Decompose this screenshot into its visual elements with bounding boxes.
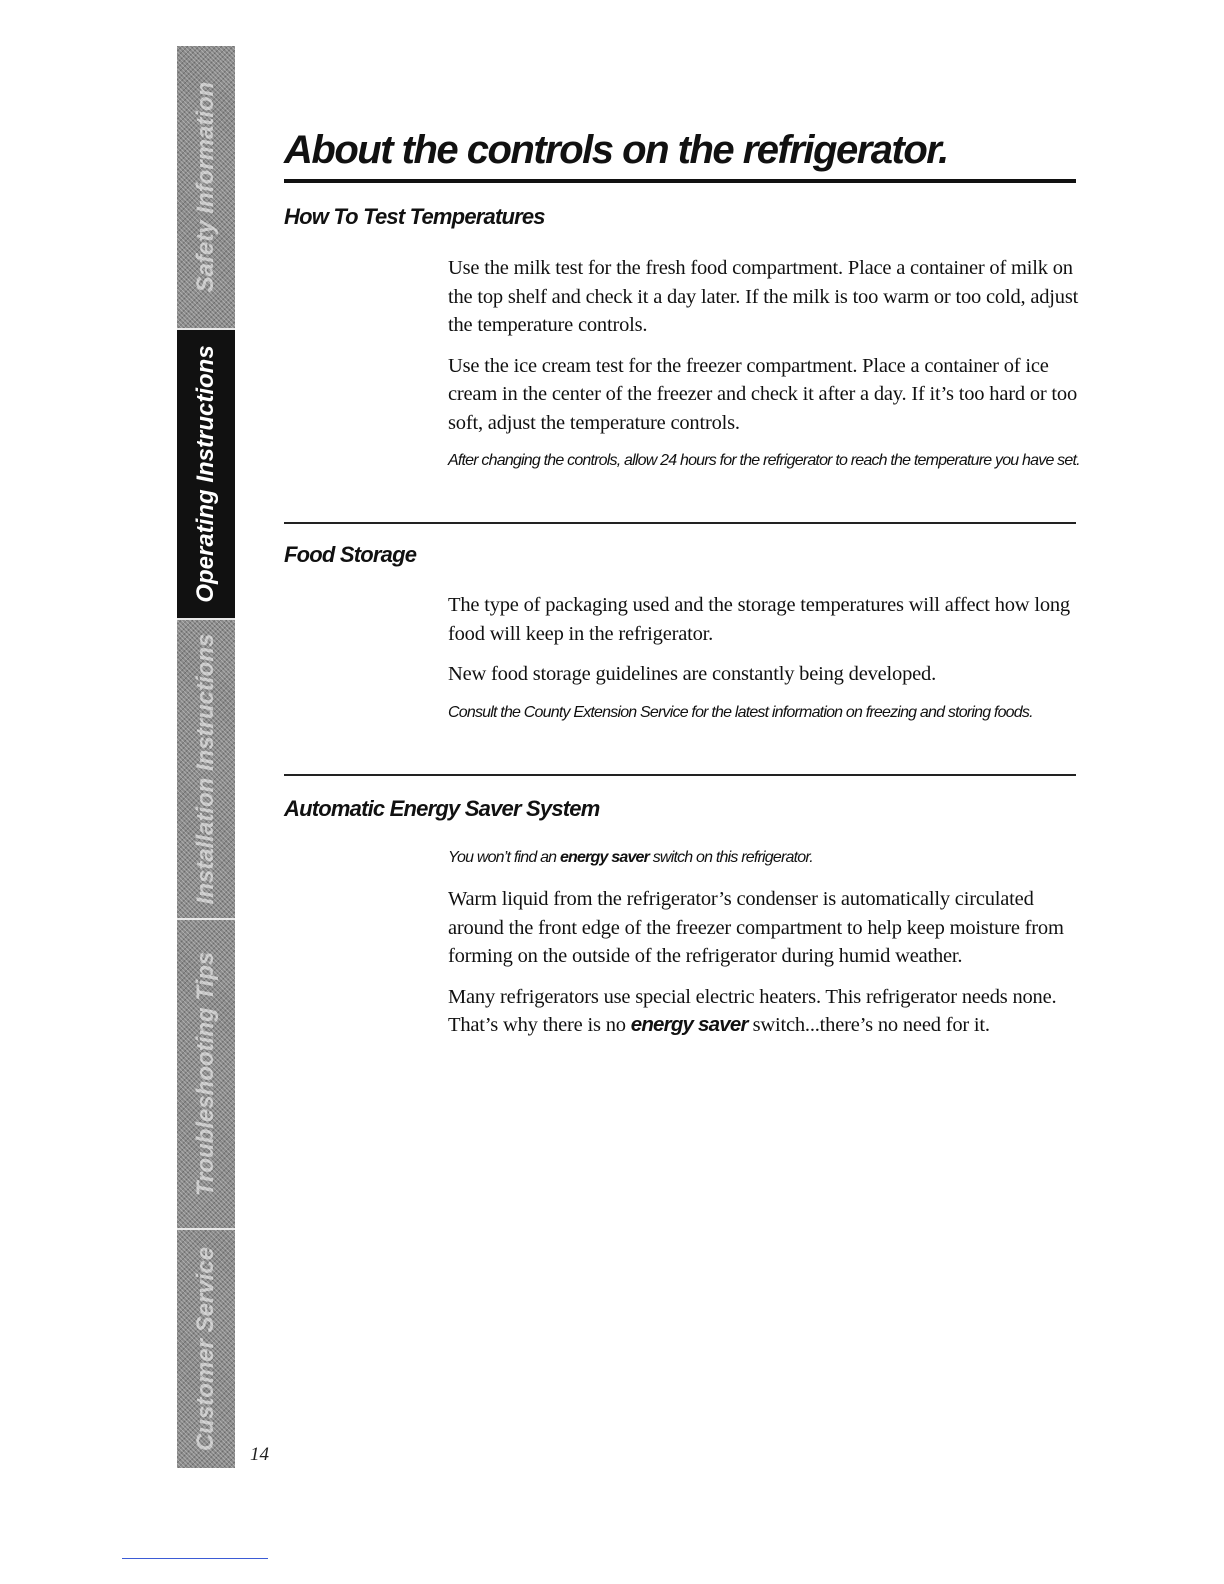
tab-label: Customer Service bbox=[192, 1246, 219, 1452]
section-heading-food-storage: Food Storage bbox=[284, 542, 417, 567]
tab-installation-instructions[interactable] bbox=[177, 620, 235, 920]
side-tab-strip bbox=[177, 46, 235, 1468]
paragraph-text: Many refrigerators use special electric heaters. This refrigerator needs none. That’s why there is no bbox=[448, 985, 1057, 1036]
title-divider bbox=[284, 179, 1076, 183]
note: Consult the County Extension Service for the latest information on freezing and storing foods. bbox=[448, 703, 1033, 721]
note-text: You won’t find an bbox=[448, 849, 557, 866]
note-text: switch on this refrigerator. bbox=[652, 849, 813, 866]
tab-label: Troubleshooting Tips bbox=[192, 951, 219, 1197]
section-body-food-storage bbox=[448, 591, 1080, 736]
section-divider bbox=[284, 774, 1076, 776]
tab-customer-service[interactable] bbox=[177, 1230, 235, 1468]
section-heading-test-temperatures: How To Test Temperatures bbox=[284, 204, 545, 229]
tab-operating-instructions[interactable] bbox=[177, 330, 235, 620]
tab-label: Installation Instructions bbox=[192, 633, 219, 905]
paragraph bbox=[448, 983, 1080, 1040]
section-body-test-temperatures bbox=[448, 254, 1080, 484]
bottom-link-underline bbox=[122, 1558, 268, 1559]
tab-troubleshooting-tips[interactable] bbox=[177, 920, 235, 1230]
paragraph: New food storage guidelines are constantly being developed. bbox=[448, 663, 937, 685]
note bbox=[448, 846, 1080, 869]
tab-label: Operating Instructions bbox=[192, 345, 219, 603]
emphasis-energy-saver: energy saver bbox=[559, 849, 650, 866]
emphasis-energy-saver: energy saver bbox=[630, 1013, 748, 1036]
paragraph-text: switch...there’s no need for it. bbox=[752, 1014, 990, 1036]
section-body-energy-saver bbox=[448, 844, 1080, 1052]
page-number: 14 bbox=[250, 1444, 269, 1465]
paragraph: Use the milk test for the fresh food compartment. Place a container of milk on the top shelf and check it a day later. If the milk is too warm or too cold, adjust the temperature controls. bbox=[448, 257, 1079, 336]
page-title: About the controls on the refrigerator. bbox=[284, 128, 948, 172]
section-heading-energy-saver: Automatic Energy Saver System bbox=[284, 796, 600, 821]
note: After changing the controls, allow 24 hours for the refrigerator to reach the temperature you have set. bbox=[448, 452, 1080, 469]
tab-safety-information[interactable] bbox=[177, 46, 235, 330]
section-divider bbox=[284, 522, 1076, 524]
tab-label: Safety Information bbox=[192, 81, 219, 293]
paragraph: Warm liquid from the refrigerator’s condenser is automatically circulated around the front edge of the freezer compartment to help keep moisture from forming on the outside of the refrigerator during humid weather. bbox=[448, 888, 1064, 967]
paragraph: Use the ice cream test for the freezer compartment. Place a container of ice cream in the center of the freezer and check it after a day. If it’s too hard or too soft, adjust the temperature controls. bbox=[448, 354, 1078, 434]
paragraph: The type of packaging used and the storage temperatures will affect how long food will keep in the refrigerator. bbox=[448, 594, 1070, 645]
